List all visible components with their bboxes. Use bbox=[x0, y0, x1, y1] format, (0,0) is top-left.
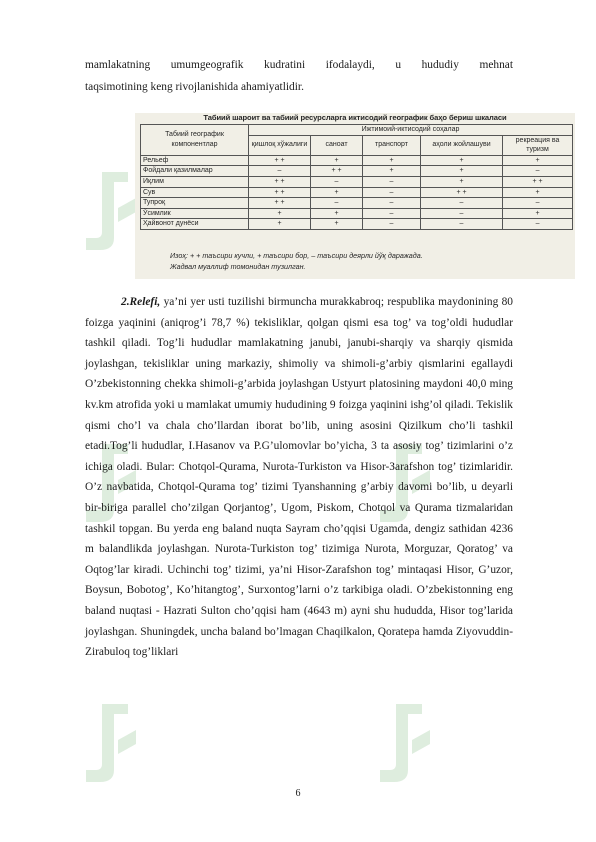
table-cell: + + bbox=[249, 176, 311, 187]
table-cell: – bbox=[503, 219, 573, 230]
row-label: Ҳайвонот дунёси bbox=[141, 219, 249, 230]
table-cell: + bbox=[363, 155, 421, 166]
table-cell: + bbox=[421, 166, 503, 177]
table-row bbox=[141, 176, 573, 187]
table-cell: + bbox=[503, 155, 573, 166]
table-cell: + bbox=[421, 176, 503, 187]
row-label: Сув bbox=[141, 187, 249, 198]
table-row bbox=[141, 187, 573, 198]
body-paragraph bbox=[85, 292, 513, 663]
table-cell: – bbox=[363, 187, 421, 198]
table-cell: + + bbox=[249, 155, 311, 166]
intro-line-1: mamlakatning umumgeografik kudratini ifodalaydi, u hududiy mehnat bbox=[85, 59, 513, 71]
table-row bbox=[141, 198, 573, 209]
table-cell: – bbox=[249, 166, 311, 177]
table-cell: + bbox=[311, 208, 363, 219]
table-cell: – bbox=[363, 219, 421, 230]
row-label: Фойдали қазилмалар bbox=[141, 166, 249, 177]
table-cell: – bbox=[503, 166, 573, 177]
section-lead: 2.Relefi, bbox=[121, 296, 161, 308]
table-cell: + + bbox=[421, 187, 503, 198]
figure-title: Табиий шароит ва табиий ресурсларга иктисодий географик баҳо бериш шкаласи bbox=[203, 113, 507, 122]
table-cell: + + bbox=[503, 176, 573, 187]
table-cell: + bbox=[503, 187, 573, 198]
header-components: Табиий географик компонентлар bbox=[141, 125, 249, 156]
table-cell: + + bbox=[311, 166, 363, 177]
watermark-logo-icon bbox=[78, 700, 142, 784]
body-text: ya’ni yer usti tuzilishi birmuncha murakkabroq; respublika maydonining 80 foizga yaqinini (aniqrog’i 78,7 %) tekisliklar, qolgan qismi esa tog’ va tog’oldi hududlar tashkil qiladi. Tog’li hududlar mamlakatning janubi, janubi-sharqiy va sharqiy qismida joylashgan, tekisliklar uning markaziy, shimoliy va shimoli-g’arbiy qismlarini egallaydi O’zbekistonning chekka shimoli-g’arbida joylashgan Ustyurt platosining maydoni 40,0 ming kv.km atrofida yoki u mamlakat umumiy hududining 9 foizga yaqinini ishg’ol qiladi. Tekislik qismi cho’l va chala cho’llardan iborat bo’lib, uning asosini Qizilkum cho’li tashkil etadi.Tog’li hududlar, I.Hasanov va P.G’ulomovlar bo’yicha, 3 ta asosiy tog’ tizimlarini o’z ichiga oladi. Bular: Chotqol-Qurama, Nurota-Turkiston va Hisor-Зarafshon tog’ tizimlaridir. O’z navbatida, Chotqol-Qurama tog’ tizimi Tyanshanning g’arbiy davomi bo’lib, u deyarli bir-biriga parallel cho’zilgan Qorjantog’, Ugom, Piskom, Chotqol va Qurama tizmalaridan tashkil topgan. Bu yerda eng baland nuqta Sayram cho’qqisi Ugamda, dengiz sathidan 4236 m balandlikda joylashgan. Nurota-Turkiston tog’ tizimiga Nurota, Morguzar, Qoratog’ va Oqtog’lar kiradi. Uchinchi tog’ tizimi, ya’ni Hisor-Zarafshon tog’ mintaqasi Hisor, G’uzor, Boysun, Bobotog’, Ko’hitangtog’, Surxontog’larni o’z tarkibiga oladi. O’zbekistonning eng baland nuqtasi - Hazrati Sulton cho’qqisi ham (4643 m) ayni shu hududda, Hisor tog’larida joylashgan. Shuningdek, uncha baland bo’lmagan Chaqilkalon, Qoratepa hamda Ziyovuddin-Zirabuloq tog’liklari bbox=[85, 296, 513, 659]
assessment-scale-figure bbox=[135, 113, 575, 279]
column-header: рекреация ва туризм bbox=[503, 135, 573, 155]
page-number: 6 bbox=[295, 788, 301, 799]
row-label: Иқлим bbox=[141, 176, 249, 187]
table-cell: + + bbox=[249, 187, 311, 198]
table-cell: + bbox=[311, 187, 363, 198]
table-cell: – bbox=[363, 208, 421, 219]
table-cell: + bbox=[503, 208, 573, 219]
table-cell: + bbox=[311, 219, 363, 230]
row-label: Тупроқ bbox=[141, 198, 249, 209]
table-cell: + bbox=[311, 155, 363, 166]
figure-note: Изоҳ: + + таъсири кучли, + таъсири бор, – таъсири деярли йўқ даражада. bbox=[170, 251, 423, 260]
table-cell: + bbox=[421, 155, 503, 166]
table-cell: + bbox=[249, 219, 311, 230]
row-label: Рельеф bbox=[141, 155, 249, 166]
table-cell: + bbox=[249, 208, 311, 219]
table-row bbox=[141, 166, 573, 177]
column-header: саноат bbox=[311, 135, 363, 155]
header-sectors: Ижтимоий-иктисодий соҳалар bbox=[249, 125, 573, 136]
table-row bbox=[141, 208, 573, 219]
table-cell: – bbox=[363, 198, 421, 209]
table-header-row bbox=[141, 125, 573, 136]
table-cell: + + bbox=[249, 198, 311, 209]
row-label: Ўсимлик bbox=[141, 208, 249, 219]
table-cell: – bbox=[421, 219, 503, 230]
table-cell: – bbox=[421, 198, 503, 209]
table-cell: – bbox=[311, 176, 363, 187]
column-header: транспорт bbox=[363, 135, 421, 155]
table-cell: – bbox=[363, 176, 421, 187]
watermark-logo-icon bbox=[78, 168, 142, 252]
watermark-logo-icon bbox=[372, 700, 436, 784]
table-row bbox=[141, 155, 573, 166]
column-header: аҳоли жойлашуви bbox=[421, 135, 503, 155]
assessment-table bbox=[140, 124, 573, 230]
table-cell: + bbox=[363, 166, 421, 177]
table-cell: – bbox=[503, 198, 573, 209]
column-header: қишлоқ хўжалиги bbox=[249, 135, 311, 155]
intro-line-2: taqsimotining keng rivojlanishida ahamiyatlidir. bbox=[85, 81, 304, 93]
table-cell: – bbox=[421, 208, 503, 219]
table-row bbox=[141, 219, 573, 230]
table-cell: – bbox=[311, 198, 363, 209]
figure-source: Жадвал муаллиф томонидан тузилган. bbox=[170, 262, 306, 271]
